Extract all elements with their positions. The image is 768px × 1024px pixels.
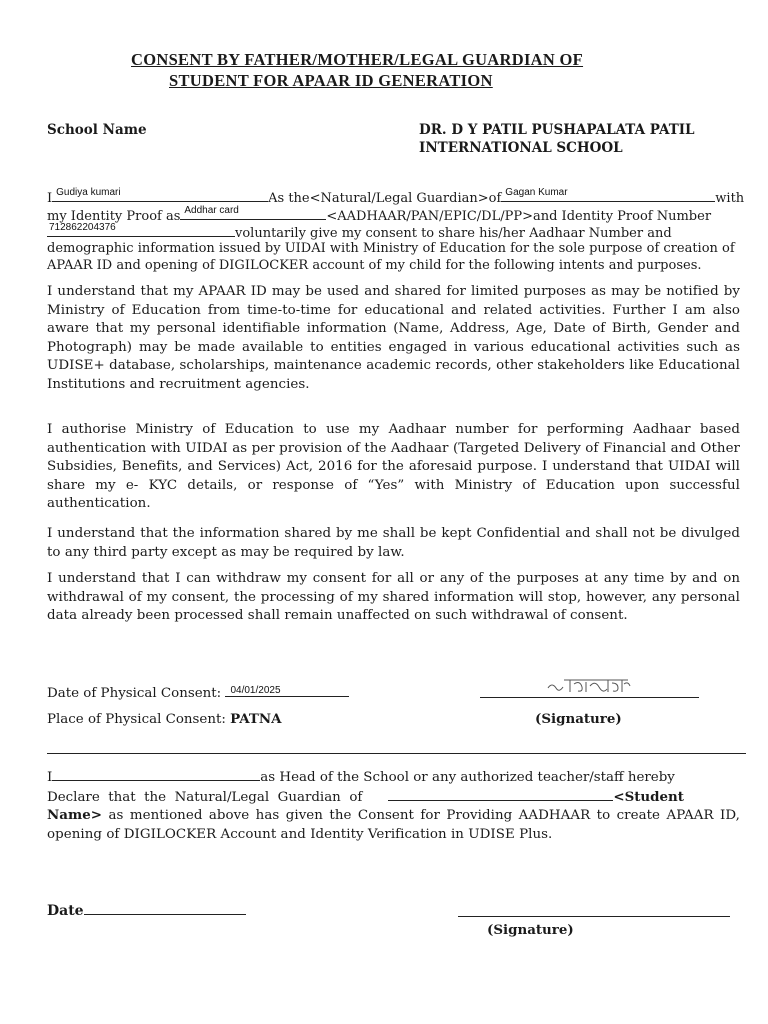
as-the-text: As the<Natural/Legal Guardian>of (268, 191, 502, 206)
declaration-text-1: as Head of the School or any authorized teacher/staff hereby (260, 770, 675, 785)
physical-consent-date-field[interactable] (225, 683, 349, 697)
declaration-line-1 (47, 768, 675, 785)
declaration-date-row (47, 902, 246, 919)
guardian-signature-image (540, 674, 636, 698)
guardian-name-field[interactable] (52, 188, 268, 202)
prefix-i: I (47, 191, 53, 206)
paragraph-withdrawal: I understand that I can withdraw my consent for all or any of the purposes at any time by and on withdrawal of my consent, the processing of my shared information will stop, however, any personal data already been processed shall remain unaffected on such withdrawal of consent. (47, 571, 740, 623)
school-name-line2: INTERNATIONAL SCHOOL (419, 140, 623, 156)
school-signature-label: (Signature) (487, 922, 574, 938)
physical-consent-place-value: PATNA (230, 711, 282, 727)
identity-proof-options: <AADHAAR/PAN/EPIC/DL/PP>and Identity Proof Number (326, 209, 712, 224)
head-name-field[interactable] (52, 768, 260, 781)
physical-consent-date-value: 04/01/2025 (230, 685, 281, 696)
declaration-student-placeholder: <Student (613, 789, 684, 805)
consent-line-5: APAAR ID and opening of DIGILOCKER account of my child for the following intents and purposes. (47, 258, 702, 273)
identity-number-value: 712862204376 (49, 222, 116, 233)
declaration-text-3: as mentioned above has given the Consent for Providing AADHAAR to create APAAR ID, opening of DIGILOCKER Account and Identity Verification in UDISE Plus. (47, 808, 740, 842)
declaration-line-2 (47, 788, 740, 805)
identity-proof-field[interactable] (180, 206, 326, 220)
declaration-line-3 (47, 806, 740, 844)
declaration-date-field[interactable] (84, 902, 246, 915)
identity-proof-text: my Identity Proof as (47, 209, 181, 224)
physical-consent-date-label: Date of Physical Consent: (47, 686, 222, 701)
consent-line-1 (47, 188, 744, 207)
school-signature-line (458, 916, 730, 917)
identity-proof-value: Addhar card (184, 205, 239, 216)
form-title-line2: STUDENT FOR APAAR ID GENERATION (169, 71, 493, 90)
declaration-student-field[interactable] (388, 788, 613, 801)
declaration-prefix-i: I (47, 770, 53, 785)
guardian-signature-label: (Signature) (535, 711, 622, 727)
student-name-field[interactable] (501, 188, 715, 202)
identity-number-field[interactable] (47, 223, 235, 237)
physical-consent-place-row (47, 711, 281, 727)
voluntarily-text: voluntarily give my consent to share his/her Aadhaar Number and (235, 226, 672, 241)
student-name-value: Gagan Kumar (505, 187, 568, 198)
declaration-text-2: Declare that the Natural/Legal Guardian of (47, 790, 363, 805)
paragraph-apaar-usage: I understand that my APAAR ID may be used and shared for limited purposes as may be notified by Ministry of Education from time-to-time for educational and related activities. Further I am also aware that my personal identifiable information (Name, Address, Age, Date of Birth, Gender and Photograph) may be made available to entities engaged in various educational activities such as UDISE+ database, scholarships, maintenance academic records, other stakeholders like Educational Institutions and recruitment agencies. (47, 284, 740, 392)
paragraph-aadhaar-authorisation: I authorise Ministry of Education to use my Aadhaar number for performing Aadhaar based authentication with UIDAI as per provision of the Aadhaar (Targeted Delivery of Financial and Other Subsidies, Benefits, and Services) Act, 2016 for the aforesaid purpose. I understand that UIDAI will share my e- KYC details, or response of “Yes” with Ministry of Education upon successful authentication. (47, 422, 740, 511)
declaration-student-placeholder-end: Name> (47, 807, 103, 823)
guardian-name-value: Gudiya kumari (56, 187, 121, 198)
paragraph-confidentiality: I understand that the information shared by me shall be kept Confidential and shall not be divulged to any third party except as may be required by law. (47, 526, 740, 560)
declaration-date-label: Date (47, 903, 84, 919)
school-name-label: School Name (47, 122, 147, 138)
consent-line-4: demographic information issued by UIDAI with Ministry of Education for the sole purpose of creation of (47, 241, 735, 256)
physical-consent-place-label: Place of Physical Consent: (47, 712, 226, 727)
school-name-line1: DR. D Y PATIL PUSHAPALATA PATIL (419, 122, 695, 138)
physical-consent-date-row (47, 683, 349, 701)
with-text: with (715, 191, 745, 206)
section-divider (47, 753, 746, 754)
form-title-line1: CONSENT BY FATHER/MOTHER/LEGAL GUARDIAN OF (131, 50, 584, 69)
